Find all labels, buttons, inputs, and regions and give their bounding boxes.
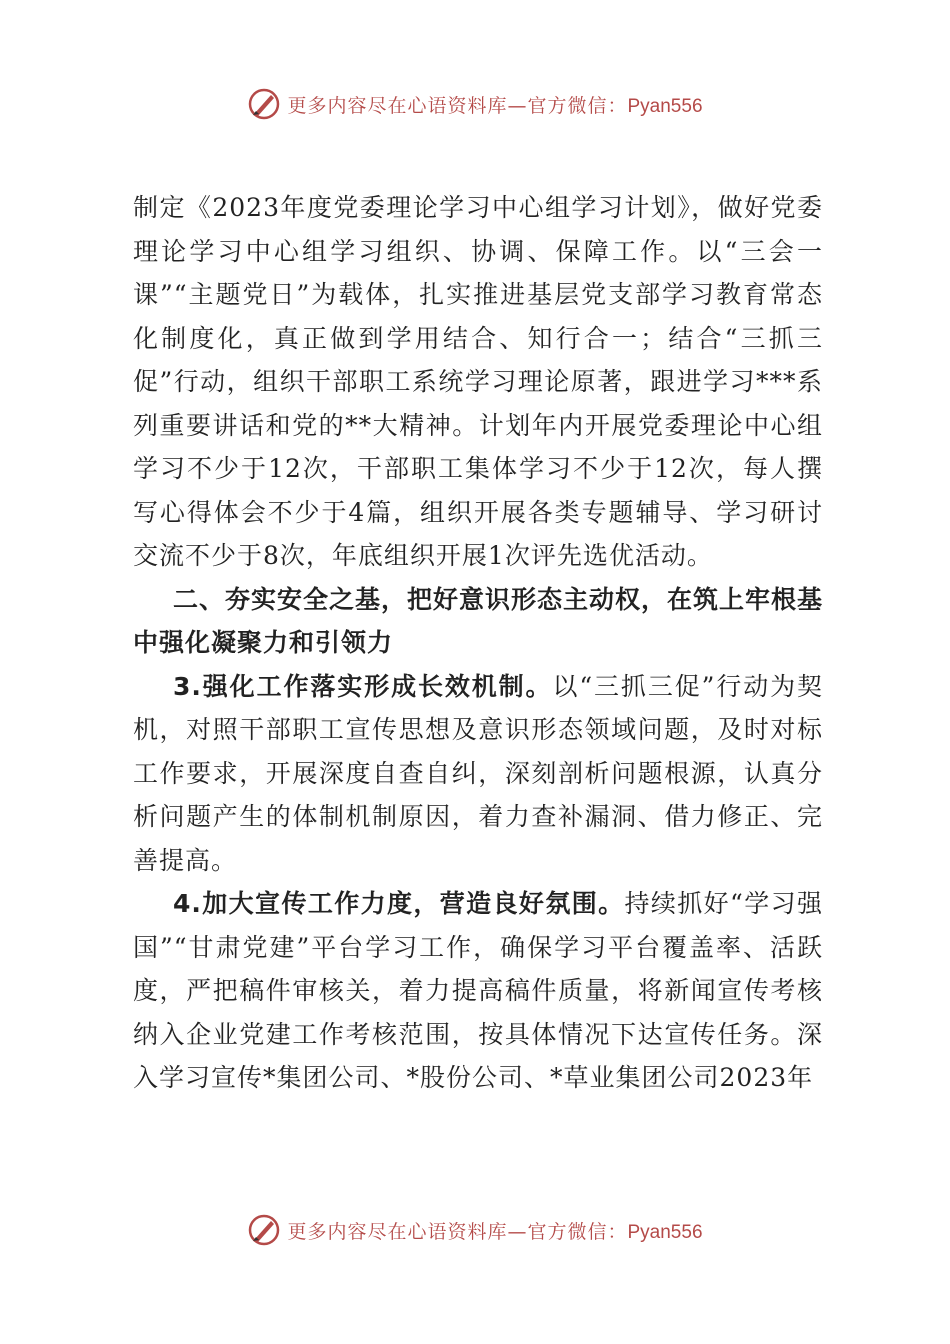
paragraph-item-3 — [133, 665, 823, 883]
item-4-title: 4.加大宣传工作力度，营造良好氛围。 — [173, 889, 625, 918]
item-3-title: 3.强化工作落实形成长效机制。 — [173, 671, 553, 701]
paragraph-study-plan: 制定《2023年度党委理论学习中心组学习计划》，做好党委理论学习中心组学习组织、协调、保障工作。以“三会一课”“主题党日”为载体，扎实推进基层党支部学习教育常态化制度化，真正做到学用结合、知行合一；结合“三抓三促”行动，组织干部职工系统学习理论原著，跟进学习***系列重要讲话和党的**大精神。计划年内开展党委理论中心组学习不少于12次，干部职工集体学习不少于12次，每人撰写心得体会不少于4篇，组织开展各类专题辅导、学习研讨交流不少于8次，年底组织开展1次评先选优活动。 — [133, 193, 823, 570]
item-3-text: 以“三抓三促”行动为契机，对照干部职工宣传思想及意识形态领域问题，及时对标工作要求，开展深度自查自纠，深刻剖析问题根源，认真分析问题产生的体制机制原因，着力查补漏洞、借力修正、完善提高。 — [133, 671, 823, 875]
footer-wechat: Pyan556 — [627, 1221, 703, 1243]
header-banner — [0, 80, 950, 128]
footer-text: 更多内容尽在心语资料库—官方微信：Pyan556 — [287, 1220, 703, 1243]
header-text: 更多内容尽在心语资料库—官方微信：Pyan556 — [287, 94, 703, 117]
paragraph-item-4 — [133, 882, 823, 1100]
item-4-text: 持续抓好“学习强国”“甘肃党建”平台学习工作，确保学习平台覆盖率、活跃度，严把稿件审核关，着力提高稿件质量，将新闻宣传考核纳入企业党建工作考核范围，按具体情况下达宣传任务。深入学习宣传*集团公司、*股份公司、*草业集团公司2023年 — [133, 889, 823, 1092]
pen-logo-icon — [247, 87, 281, 121]
footer-banner — [0, 1206, 950, 1254]
header-wechat: Pyan556 — [627, 95, 703, 117]
section-heading-2: 二、夯实安全之基，把好意识形态主动权，在筑上牢根基中强化凝聚力和引领力 — [133, 584, 824, 657]
document-body — [133, 186, 823, 1100]
pen-logo-icon — [247, 1213, 281, 1247]
